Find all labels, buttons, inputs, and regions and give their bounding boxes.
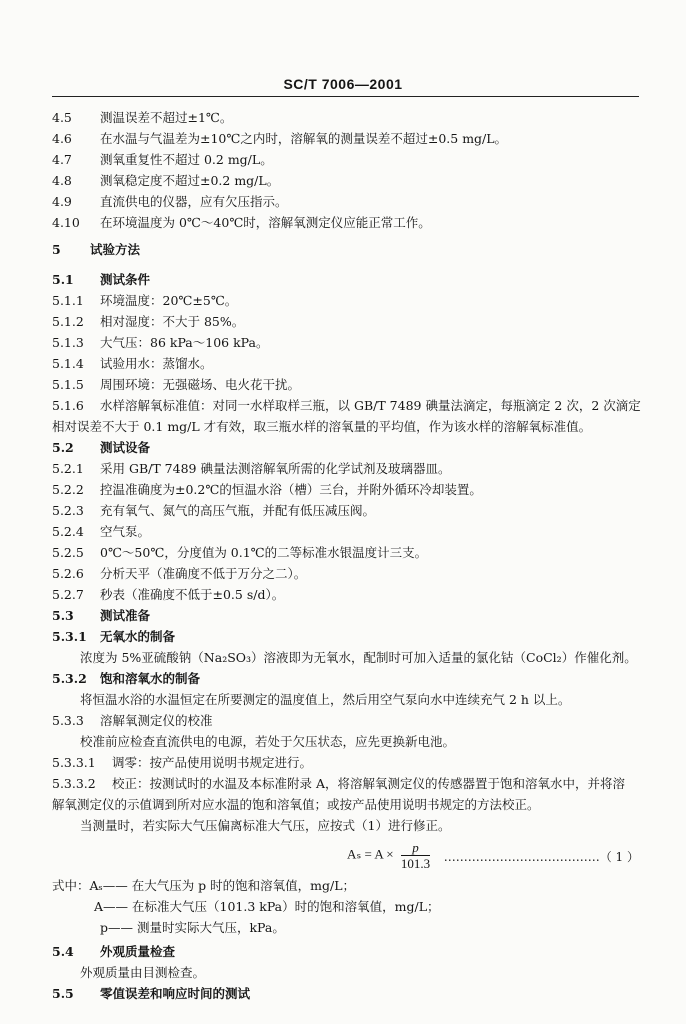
clause-5-2-3: 5.2.3 充有氧气、氮气的高压气瓶，并配有低压减压阀。	[52, 503, 376, 518]
clause-5-3-3-body: 校准前应检查直流供电的电源，若处于欠压状态，应先更换新电池。	[80, 734, 456, 749]
clause-5-2-7: 5.2.7 秒表（准确度不低于±0.5 s/d）。	[52, 587, 285, 602]
clause-5-4: 5.4 外观质量检查	[52, 944, 176, 959]
clause-5-2: 5.2 测试设备	[52, 440, 151, 455]
clause-5-1-6: 5.1.6 水样溶解氧标准值：对同一水样取样三瓶，以 GB/T 7489 碘量法滴定，每瓶滴定 2 次，2 次滴定	[52, 398, 641, 413]
section-5-heading: 5 试验方法	[52, 242, 141, 257]
clause-5-1-1: 5.1.1 环境温度：20℃±5℃。	[52, 293, 238, 308]
standard-code: SC/T 7006—2001	[283, 76, 403, 92]
clause-5-4-body: 外观质量由目测检查。	[80, 965, 206, 980]
formula-expression	[347, 840, 430, 871]
clause-5-1-5: 5.1.5 周围环境：无强磁场、电火花干扰。	[52, 377, 301, 392]
equation-number: …………………………………（ 1 ）	[443, 850, 639, 864]
formula-lhs: Aₛ = A ×	[347, 846, 394, 862]
clause-5-1-3: 5.1.3 大气压：86 kPa～106 kPa。	[52, 335, 269, 350]
formula-where-as: 式中：Aₛ—— 在大气压为 p 时的饱和溶氧值，mg/L；	[52, 878, 356, 893]
clause-5-3-2-body: 将恒温水浴的水温恒定在所要测定的温度值上，然后用空气泵向水中连续充气 2 h 以上。	[80, 692, 571, 707]
clause-5-3-3-2-cont: 解氧测定仪的示值调到所对应水温的饱和溶氧值；或按产品使用说明书规定的方法校正。	[52, 797, 540, 812]
clause-5-3: 5.3 测试准备	[52, 608, 151, 623]
clause-4-9: 4.9 直流供电的仪器，应有欠压指示。	[52, 194, 288, 209]
clause-5-2-2: 5.2.2 控温准确度为±0.2℃的恒温水浴（槽）三台，并附外循环冷却装置。	[52, 482, 482, 497]
formula-where-a: A—— 在标准大气压（101.3 kPa）时的饱和溶氧值，mg/L；	[94, 899, 440, 914]
clause-5-2-6: 5.2.6 分析天平（准确度不低于万分之二）。	[52, 566, 307, 581]
clause-5-1-6-cont: 相对误差不大于 0.1 mg/L 才有效，取三瓶水样的溶氧量的平均值，作为该水样的溶解氧标准值。	[52, 419, 592, 434]
clause-5-2-5: 5.2.5 0℃～50℃，分度值为 0.1℃的二等标准水银温度计三支。	[52, 545, 428, 560]
clause-5-5: 5.5 零值误差和响应时间的测试	[52, 986, 251, 1001]
pressure-correction-note: 当测量时，若实际大气压偏离标准大气压，应按式（1）进行修正。	[80, 818, 451, 833]
clause-5-1: 5.1 测试条件	[52, 272, 151, 287]
formula-numerator: p	[401, 840, 430, 856]
clause-5-3-1: 5.3.1 无氧水的制备	[52, 629, 176, 644]
clause-4-5: 4.5 测温误差不超过±1℃。	[52, 110, 233, 125]
clause-5-3-2: 5.3.2 饱和溶氧水的制备	[52, 671, 201, 686]
clause-4-10: 4.10 在环境温度为 0℃～40℃时，溶解氧测定仪应能正常工作。	[52, 215, 431, 230]
clause-5-3-1-body: 浓度为 5%亚硫酸钠（Na₂SO₃）溶液即为无氧水，配制时可加入适量的氯化钴（CoCl₂）作催化剂。	[80, 650, 637, 665]
formula-fraction	[401, 840, 430, 871]
formula-where-p: p—— 测量时实际大气压，kPa。	[100, 920, 285, 935]
clause-4-7: 4.7 测氧重复性不超过 0.2 mg/L。	[52, 152, 273, 167]
clause-5-1-2: 5.1.2 相对湿度：不大于 85%。	[52, 314, 245, 329]
clause-5-3-3: 5.3.3 溶解氧测定仪的校准	[52, 713, 213, 728]
clause-5-3-3-2: 5.3.3.2 校正：按测试时的水温及本标准附录 A，将溶解氧测定仪的传感器置于饱和溶氧水中，并将溶	[52, 776, 626, 791]
clause-4-6: 4.6 在水温与气温差为±10℃之内时，溶解氧的测量误差不超过±0.5 mg/L。	[52, 131, 508, 146]
clause-4-8: 4.8 测氧稳定度不超过±0.2 mg/L。	[52, 173, 280, 188]
clause-5-1-4: 5.1.4 试验用水：蒸馏水。	[52, 356, 213, 371]
clause-5-2-4: 5.2.4 空气泵。	[52, 524, 151, 539]
clause-5-3-3-1: 5.3.3.1 调零：按产品使用说明书规定进行。	[52, 755, 313, 770]
clause-5-2-1: 5.2.1 采用 GB/T 7489 碘量法测溶解氧所需的化学试剂及玻璃器皿。	[52, 461, 451, 476]
formula-denominator: 101.3	[400, 856, 431, 871]
formula-1	[52, 836, 639, 876]
header-rule	[52, 96, 639, 97]
